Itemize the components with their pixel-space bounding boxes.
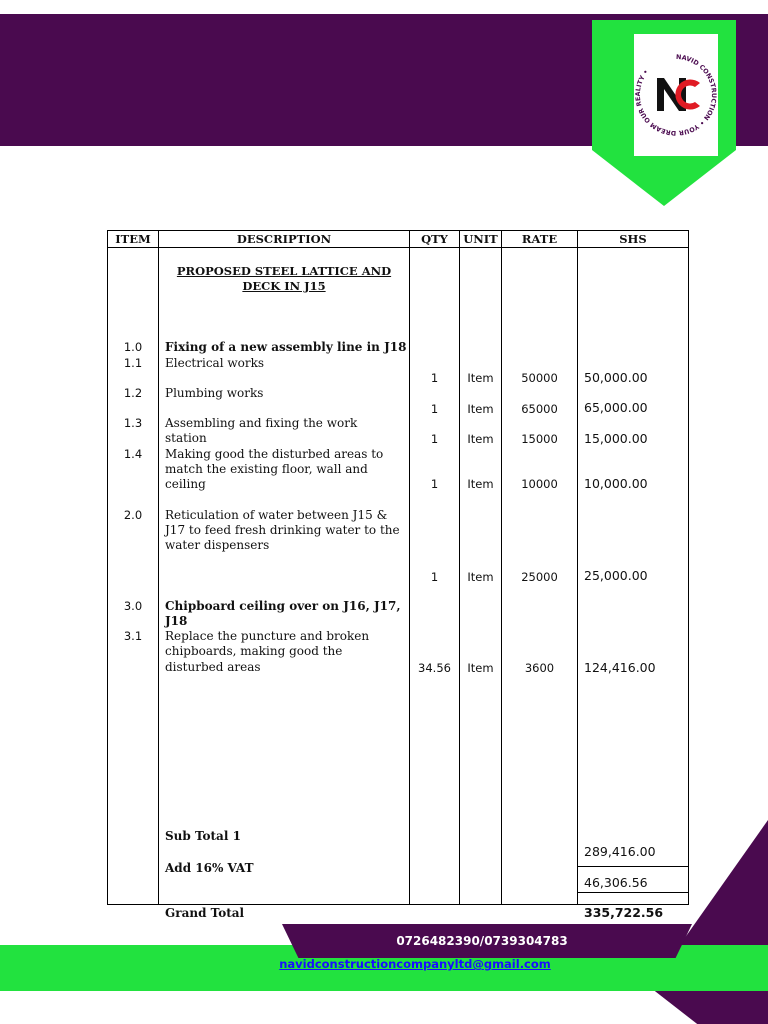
row-amount: 10,000.00 [584, 476, 648, 491]
row-description: J18 [165, 614, 188, 628]
row-amount: 124,416.00 [584, 660, 656, 675]
row-qty: 1 [430, 477, 439, 491]
grand-total-amount: 335,722.56 [584, 905, 664, 920]
vat-label: Add 16% VAT [165, 861, 254, 875]
qty-column [410, 248, 459, 904]
row-amount: 50,000.00 [584, 370, 648, 385]
row-description: Replace the puncture and broken [165, 629, 370, 643]
row-description: Chipboard ceiling over on J16, J17, [165, 599, 401, 613]
row-qty: 34.56 [418, 661, 451, 675]
row-rate: 65000 [521, 402, 558, 416]
row-unit: Item [467, 402, 494, 416]
row-description: Electrical works [165, 356, 265, 370]
row-rate: 3600 [524, 661, 555, 675]
svg-text:NAVID CONSTRUCTION • YOUR DREA: NAVID CONSTRUCTION • YOUR DREAM OUR REALITY • [634, 52, 718, 138]
col-header-unit: UNIT [460, 231, 502, 248]
divider [578, 892, 688, 893]
table-body-row [108, 248, 689, 905]
row-description: Making good the disturbed areas to [165, 447, 384, 461]
row-rate: 15000 [521, 432, 558, 446]
unit-column [460, 248, 501, 904]
grand-total-label: Grand Total [165, 906, 245, 920]
rate-column [502, 248, 577, 904]
row-description: station [165, 431, 207, 445]
amount-column [578, 248, 688, 920]
row-description: J17 to feed fresh drinking water to the [165, 523, 400, 537]
row-description: disturbed areas [165, 660, 261, 674]
item-number: 1.0 [123, 340, 143, 354]
item-number: 3.0 [123, 599, 143, 613]
company-logo [634, 34, 718, 156]
row-qty: 1 [430, 570, 439, 584]
row-rate: 10000 [521, 477, 558, 491]
item-number: 1.4 [123, 447, 143, 461]
row-rate: 25000 [521, 570, 558, 584]
vat-amount: 46,306.56 [584, 875, 648, 890]
row-amount: 15,000.00 [584, 431, 648, 446]
footer-email-link[interactable]: navidconstructioncompanyltd@gmail.com [279, 957, 551, 971]
col-header-description: DESCRIPTION [159, 231, 410, 248]
col-header-item: ITEM [108, 231, 159, 248]
row-description: ceiling [165, 477, 206, 491]
divider [578, 866, 688, 867]
row-description: Assembling and fixing the work [165, 416, 358, 430]
row-description: match the existing floor, wall and [165, 462, 368, 476]
item-number: 1.3 [123, 416, 143, 430]
col-header-rate: RATE [502, 231, 578, 248]
row-unit: Item [467, 661, 494, 675]
table-header-row [108, 231, 689, 248]
footer-phone: 0726482390/0739304783 [396, 934, 568, 948]
row-unit: Item [467, 570, 494, 584]
row-description: Plumbing works [165, 386, 264, 400]
row-description: chipboards, making good the [165, 644, 343, 658]
subtotal-label: Sub Total 1 [165, 829, 241, 843]
row-description: water dispensers [165, 538, 270, 552]
item-number: 3.1 [123, 629, 143, 643]
row-qty: 1 [430, 371, 439, 385]
row-unit: Item [467, 477, 494, 491]
col-header-qty: QTY [410, 231, 460, 248]
row-description: Reticulation of water between J15 & [165, 508, 388, 522]
row-qty: 1 [430, 402, 439, 416]
row-amount: 25,000.00 [584, 568, 648, 583]
row-qty: 1 [430, 432, 439, 446]
item-number: 2.0 [123, 508, 143, 522]
row-amount: 65,000.00 [584, 400, 648, 415]
subtotal-amount: 289,416.00 [584, 844, 656, 859]
row-unit: Item [467, 371, 494, 385]
row-description: Fixing of a new assembly line in J18 [165, 340, 407, 354]
row-rate: 50000 [521, 371, 558, 385]
section-title: DECK IN J15 [242, 279, 326, 293]
row-unit: Item [467, 432, 494, 446]
section-title: PROPOSED STEEL LATTICE AND [176, 264, 392, 278]
description-column [159, 248, 409, 920]
item-number: 1.2 [123, 386, 143, 400]
bill-of-quantities-table [107, 230, 689, 920]
item-column [108, 248, 158, 904]
item-number: 1.1 [123, 356, 143, 370]
col-header-shs: SHS [578, 231, 689, 248]
